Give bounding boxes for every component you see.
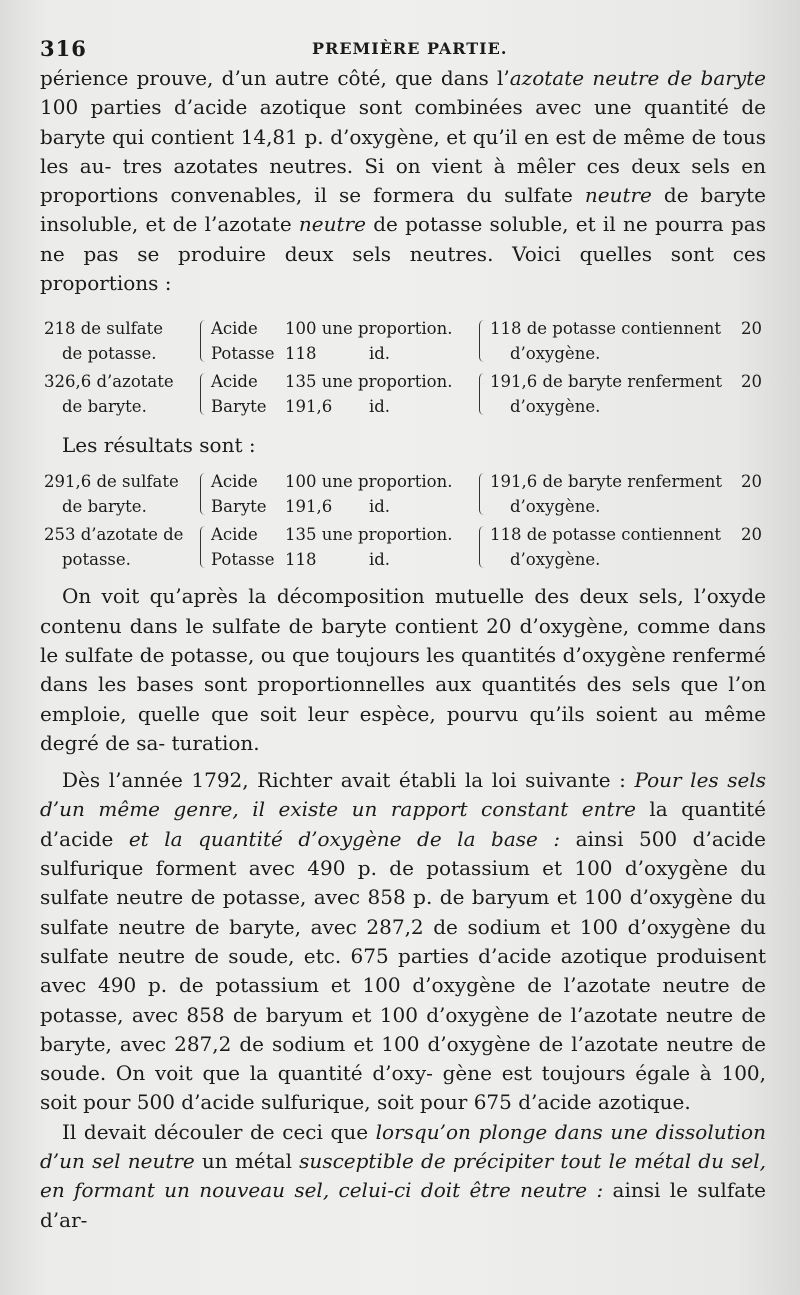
brace — [479, 473, 488, 515]
brace — [479, 526, 488, 568]
brace — [479, 373, 488, 415]
proportions-table-after — [40, 469, 762, 572]
paragraph-4: Il devait découler de ceci que lorsqu’on plonge dans une dissolution d’un sel neutre un métal susceptible de précipiter tout le métal du sel, en formant un nouveau sel, celui-ci doit être neutre : ainsi le sulfate d’ar- — [40, 1119, 767, 1232]
paragraph-1: périence prouve, d’un autre côté, que dans l’azotate neutre de baryte 100 parties d’acide azotique sont combinées avec une quantité de baryte qui contient 14,81 p. d’oxygène, et qu’il en est de même de tous les au- tres azotates neutres. Si on vient à mêler ces deux sels en proportions convenables, il se formera du sulfate neutre de baryte insoluble, et de l’azotate neutre de potasse soluble, et il ne pourra pas ne pas se produire deux sels neutres. Voici quelles sont ces proportions : — [40, 66, 767, 296]
brace — [200, 373, 209, 415]
page-number: 316 — [40, 36, 87, 61]
section-title: PREMIÈRE PARTIE. — [312, 39, 508, 58]
paragraph-2: On voit qu’après la décomposition mutuelle des deux sels, l’oxyde contenu dans le sulfate de baryte contient 20 d’oxygène, comme dans le sulfate de potasse, ou que toujours les quantités d’oxygène renfermé dans les bases sont proportionnelles aux quantités des sels que l’on emploie, quelle que soit leur espèce, pourvu qu’ils soient au même degré de sa- turation. — [40, 584, 766, 755]
brace — [200, 473, 209, 515]
paragraph-3: Dès l’année 1792, Richter avait établi la loi suivante : Pour les sels d’un même genre, il existe un rapport constant entre la quantité d’acide et la quantité d’oxygène de la base : ainsi 500 d’acide sulfurique forment avec 490 p. de potassium et 100 d’oxygène du sulfate neutre de potasse, avec 858 p. de baryum et 100 d’oxygène du sulfate neutre de baryte, avec 287,2 de sodium et 100 d’oxygène du sulfate neutre de soude, etc. 675 parties d’acide azotique produisent avec 490 p. de potassium et 100 d’oxygène de l’azotate neutre de potasse, avec 858 de baryum et 100 d’oxygène de l’azotate neutre de baryte, avec 287,2 de sodium et 100 d’oxygène de l’azotate neutre de soude. On voit que la quantité d’oxy- gène est toujours égale à 100, soit pour 500 d’acide sulfurique, soit pour 675 d’acide azotique. — [40, 768, 767, 1115]
brace — [200, 320, 209, 362]
table-row: 291,6 de sulfate de baryte. Acide 100 une proportion. Baryte 191,6 id. 191,6 de baryte renferment 20 d’oxygène. — [44, 472, 762, 517]
results-label: Les résultats sont : — [62, 433, 256, 458]
proportions-table-before — [40, 316, 762, 419]
brace — [479, 320, 488, 362]
table-row: 218 de sulfate de potasse. Acide 100 une proportion. Potasse 118 id. 118 de potasse contiennent 20 d’oxygène. — [44, 319, 762, 364]
table-row: 326,6 d’azotate de baryte. Acide 135 une proportion. Baryte 191,6 id. 191,6 de baryte renferment 20 d’oxygène. — [44, 372, 762, 417]
running-head — [40, 36, 766, 64]
table-row: 253 d’azotate de potasse. Acide 135 une proportion. Potasse 118 id. 118 de potasse contiennent 20 d’oxygène. — [44, 525, 762, 570]
brace — [200, 526, 209, 568]
